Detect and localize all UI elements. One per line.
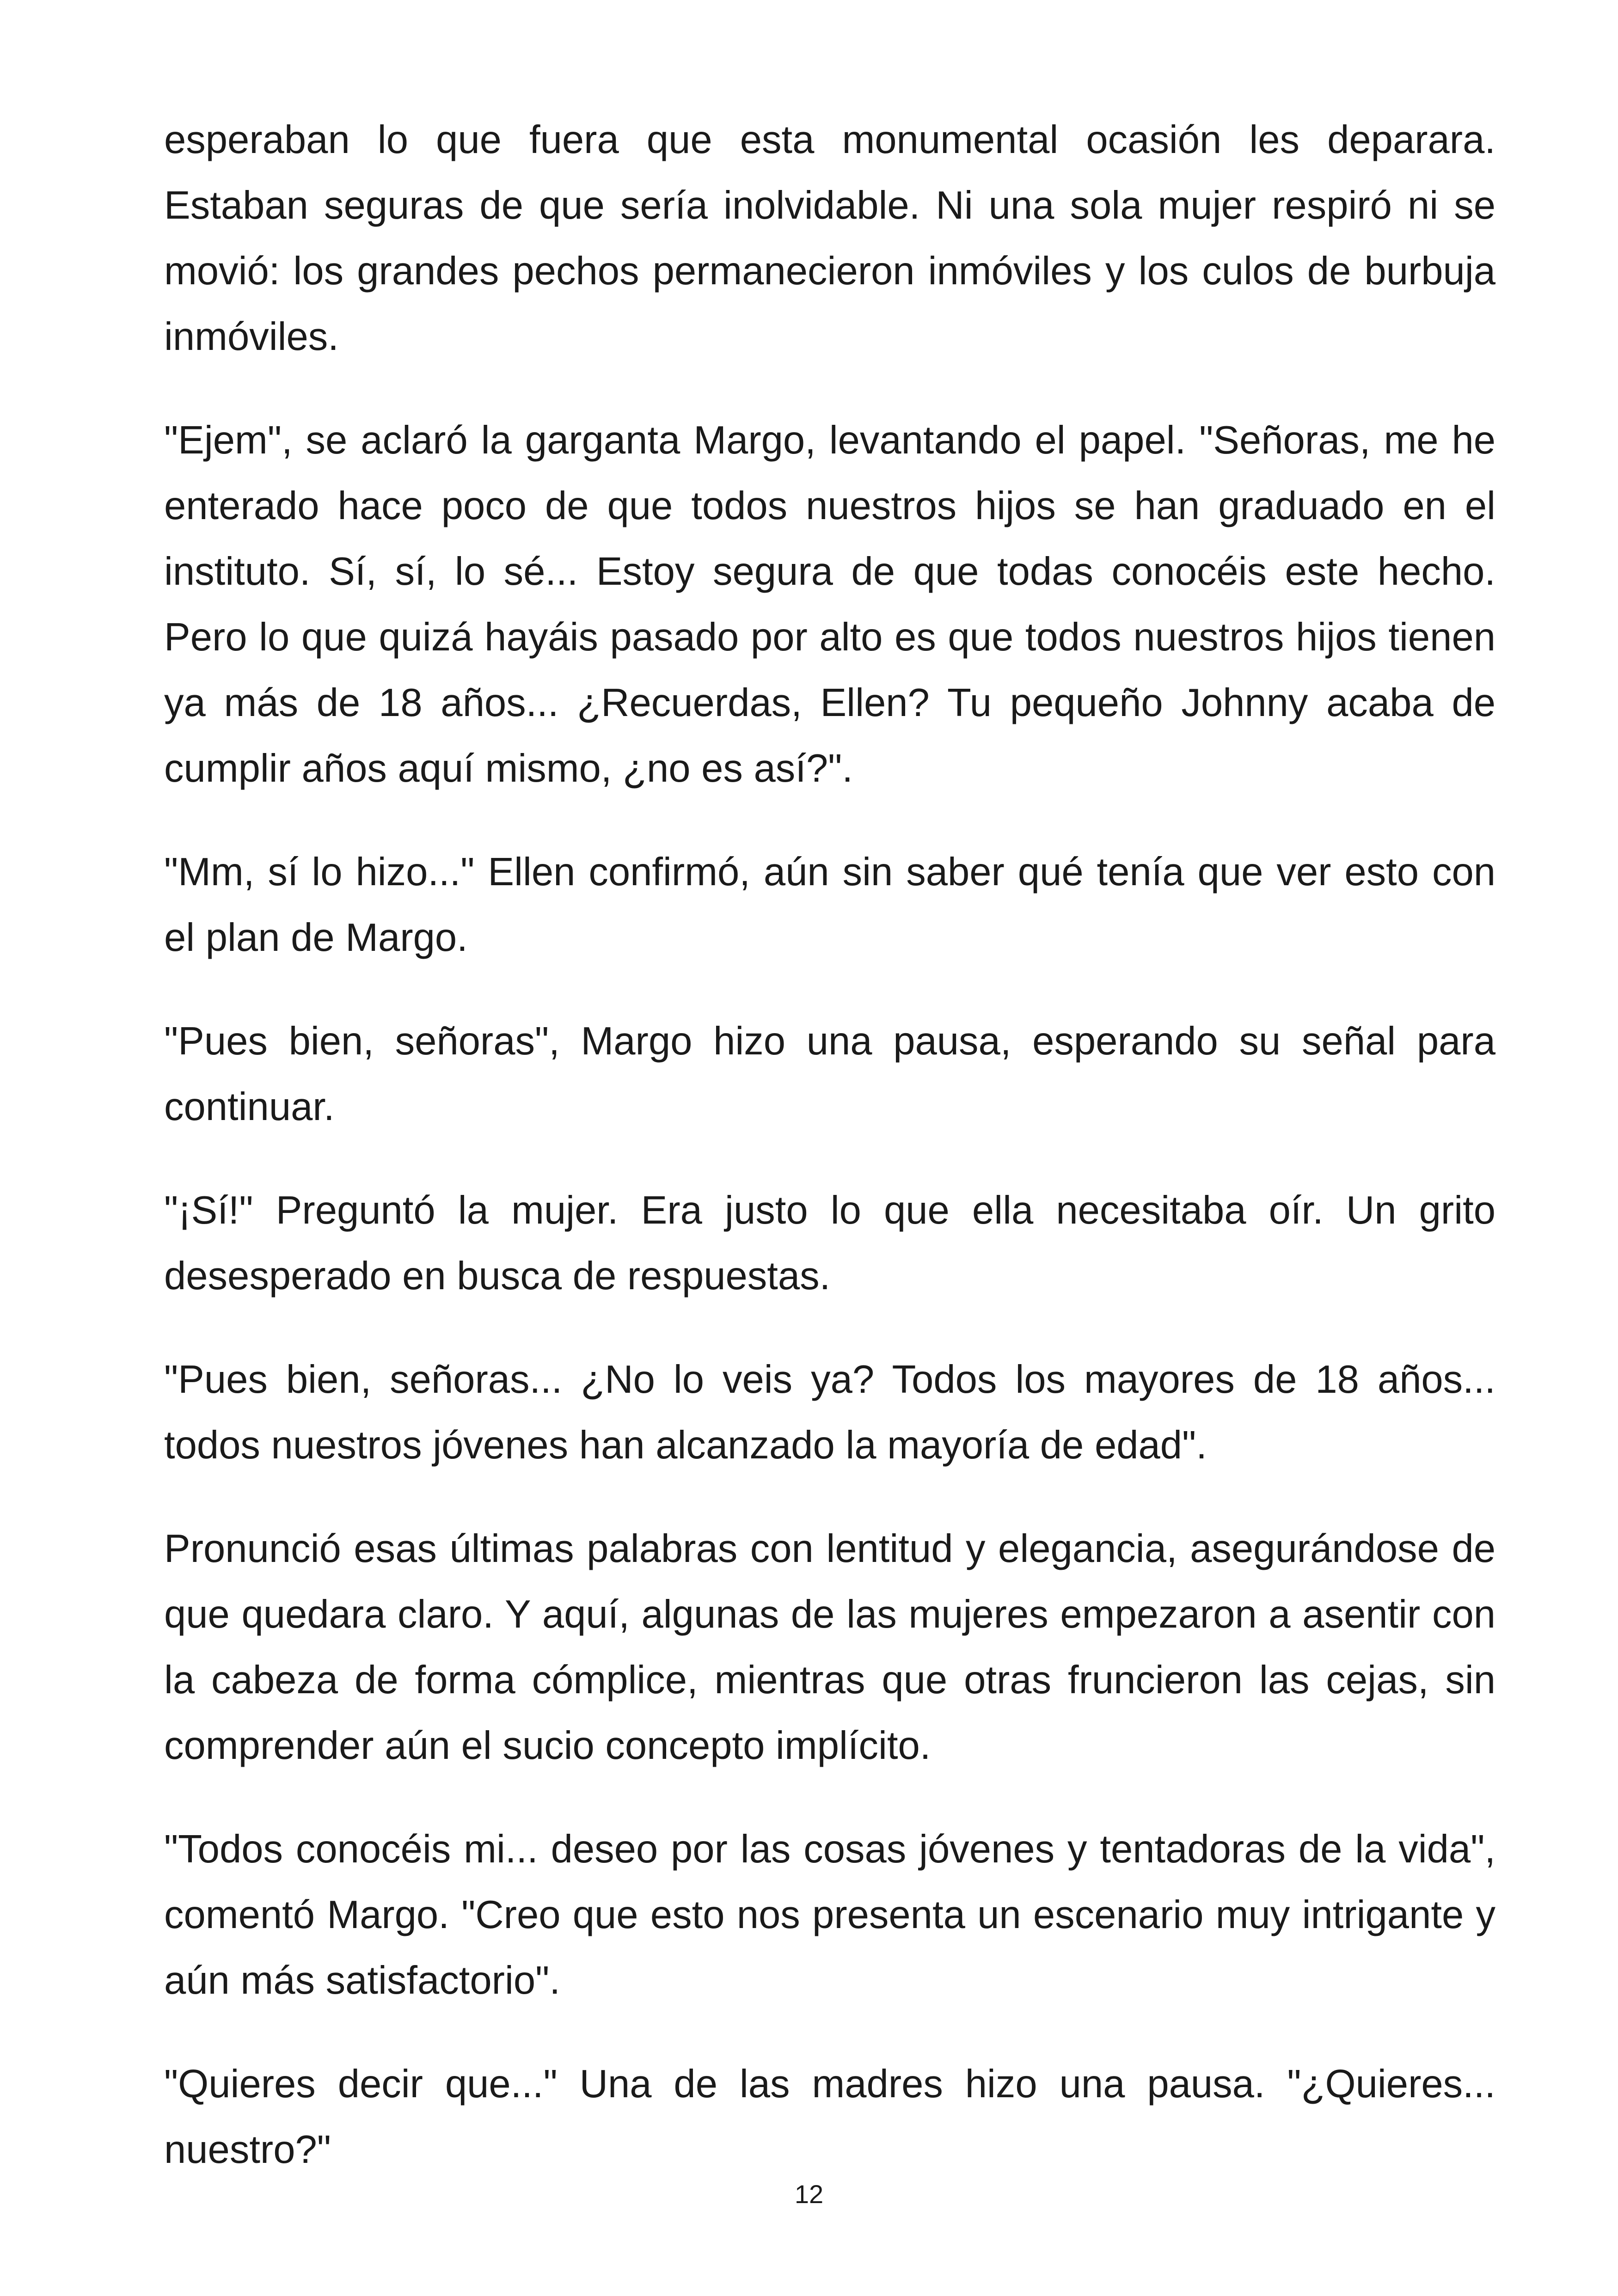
paragraph: "¡Sí!" Preguntó la mujer. Era justo lo que ella necesitaba oír. Un grito desesperado en busca de respuestas. xyxy=(164,1188,1495,1298)
paragraph: esperaban lo que fuera que esta monumental ocasión les deparara. Estaban seguras de que sería inolvidable. Ni una sola mujer respiró ni se movió: los grandes pechos permanecieron inmóviles y los culos de burbuja inmóviles. xyxy=(164,118,1495,359)
paragraph: "Pues bien, señoras... ¿No lo veis ya? Todos los mayores de 18 años... todos nuestros jóvenes han alcanzado la mayoría de edad". xyxy=(164,1358,1495,1467)
paragraph: "Mm, sí lo hizo..." Ellen confirmó, aún sin saber qué tenía que ver esto con el plan de Margo. xyxy=(164,850,1495,960)
paragraph: "Quieres decir que..." Una de las madres hizo una pausa. "¿Quieres... nuestro?" xyxy=(164,2062,1495,2172)
paragraph: "Ejem", se aclaró la garganta Margo, levantando el papel. "Señoras, me he enterado hace poco de que todos nuestros hijos se han graduado en el instituto. Sí, sí, lo sé... Estoy segura de que todas conocéis este hecho. Pero lo que quizá hayáis pasado por alto es que todos nuestros hijos tienen ya más de 18 años... ¿Recuerdas, Ellen? Tu pequeño Johnny acaba de cumplir años aquí mismo, ¿no es así?". xyxy=(164,418,1495,790)
paragraph: "Pues bien, señoras", Margo hizo una pausa, esperando su señal para continuar. xyxy=(164,1019,1495,1129)
paragraph: "Todos conocéis mi... deseo por las cosas jóvenes y tentadoras de la vida", comentó Margo. "Creo que esto nos presenta un escenario muy intrigante y aún más satisfactorio". xyxy=(164,1827,1495,2002)
body-text xyxy=(164,107,1495,2221)
paragraph: Pronunció esas últimas palabras con lentitud y elegancia, asegurándose de que quedara claro. Y aquí, algunas de las mujeres empezaron a asentir con la cabeza de forma cómplice, mientras que otras fruncieron las cejas, sin comprender aún el sucio concepto implícito. xyxy=(164,1527,1495,1768)
page-number: 12 xyxy=(794,2180,824,2209)
